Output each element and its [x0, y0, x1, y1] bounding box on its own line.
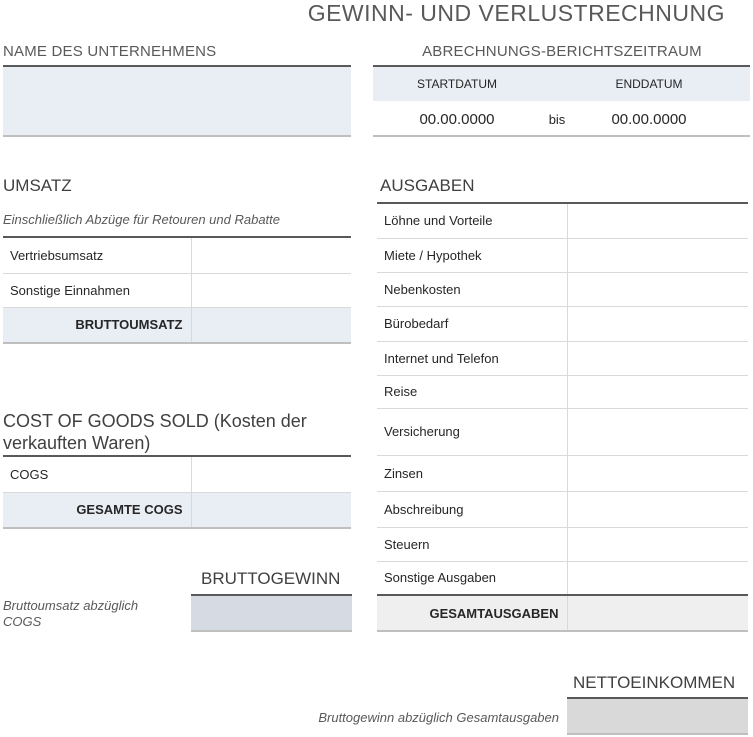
expense-row-label: Löhne und Vorteile — [377, 203, 567, 238]
expense-row-label: Abschreibung — [377, 491, 567, 527]
expense-row-label: Internet und Telefon — [377, 341, 567, 375]
total-cogs-value[interactable] — [191, 492, 351, 528]
period-separator: bis — [548, 112, 566, 127]
expense-row-label: Versicherung — [377, 408, 567, 455]
expense-row-value[interactable] — [567, 527, 748, 561]
gross-profit-note-line2: COGS — [3, 614, 42, 629]
table-row — [377, 455, 748, 491]
expense-row-value[interactable] — [567, 491, 748, 527]
expense-row-value[interactable] — [567, 375, 748, 408]
expense-row-value[interactable] — [567, 408, 748, 455]
company-name-input[interactable] — [3, 65, 351, 137]
page-title: GEWINN- UND VERLUSTRECHNUNG — [307, 0, 725, 26]
gross-revenue-label: BRUTTOUMSATZ — [3, 307, 191, 343]
cogs-heading-line2: verkauften Waren) — [3, 433, 151, 453]
expense-row-label: Nebenkosten — [377, 272, 567, 306]
cogs-row-label: COGS — [3, 456, 191, 492]
expense-row-value[interactable] — [567, 272, 748, 306]
end-date-label: ENDDATUM — [615, 77, 683, 91]
start-date-label: STARTDATUM — [417, 77, 497, 91]
expense-row-value[interactable] — [567, 561, 748, 595]
revenue-note: Einschließlich Abzüge für Retouren und Rabatte — [3, 212, 281, 227]
gross-profit-value[interactable] — [191, 594, 352, 632]
expense-row-label: Zinsen — [377, 455, 567, 491]
revenue-heading: UMSATZ — [3, 176, 72, 195]
revenue-row-value[interactable] — [191, 273, 351, 307]
expense-row-label: Bürobedarf — [377, 306, 567, 341]
expense-row-value[interactable] — [567, 203, 748, 238]
cogs-heading — [3, 410, 307, 454]
revenue-table — [3, 236, 351, 344]
end-date-input[interactable]: 00.00.0000 — [611, 111, 687, 128]
gross-profit-heading: BRUTTOGEWINN — [201, 569, 341, 588]
table-row — [377, 527, 748, 561]
table-row — [377, 491, 748, 527]
expense-row-label: Steuern — [377, 527, 567, 561]
company-name-label: NAME DES UNTERNEHMENS — [3, 43, 217, 60]
cogs-heading-line1: COST OF GOODS SOLD (Kosten der — [3, 411, 307, 431]
cogs-row-value[interactable] — [191, 456, 351, 492]
gross-profit-note — [3, 598, 138, 630]
table-row — [3, 273, 351, 307]
revenue-row-label: Sonstige Einnahmen — [3, 273, 191, 307]
expense-row-value[interactable] — [567, 341, 748, 375]
table-row — [377, 595, 748, 631]
cogs-table — [3, 455, 351, 529]
table-row — [377, 561, 748, 595]
net-income-note: Bruttogewinn abzüglich Gesamtausgaben — [318, 710, 559, 725]
expense-row-value[interactable] — [567, 455, 748, 491]
expense-row-label: Miete / Hypothek — [377, 238, 567, 272]
table-row — [377, 375, 748, 408]
total-expenses-value[interactable] — [567, 595, 748, 631]
expense-row-label: Reise — [377, 375, 567, 408]
table-row — [377, 203, 748, 238]
expense-row-value[interactable] — [567, 306, 748, 341]
revenue-row-value[interactable] — [191, 237, 351, 273]
expenses-table — [377, 202, 748, 632]
table-row — [377, 341, 748, 375]
gross-profit-note-line1: Bruttoumsatz abzüglich — [3, 598, 139, 613]
expense-row-value[interactable] — [567, 238, 748, 272]
table-row — [3, 307, 351, 343]
table-row — [377, 272, 748, 306]
table-row — [377, 306, 748, 341]
table-row — [3, 492, 351, 528]
net-income-value[interactable] — [567, 697, 748, 735]
net-income-heading: NETTOEINKOMMEN — [573, 673, 736, 692]
table-row — [3, 456, 351, 492]
total-expenses-label: GESAMTAUSGABEN — [377, 595, 567, 631]
reporting-period-box — [373, 65, 750, 137]
reporting-period-label: ABRECHNUNGS-BERICHTSZEITRAUM — [422, 43, 702, 60]
table-row — [377, 238, 748, 272]
expenses-heading: AUSGABEN — [380, 176, 475, 195]
total-cogs-label: GESAMTE COGS — [3, 492, 191, 528]
start-date-input[interactable]: 00.00.0000 — [419, 111, 495, 128]
revenue-row-label: Vertriebsumsatz — [3, 237, 191, 273]
gross-revenue-value[interactable] — [191, 307, 351, 343]
table-row — [3, 237, 351, 273]
expense-row-label: Sonstige Ausgaben — [377, 561, 567, 595]
table-row — [377, 408, 748, 455]
